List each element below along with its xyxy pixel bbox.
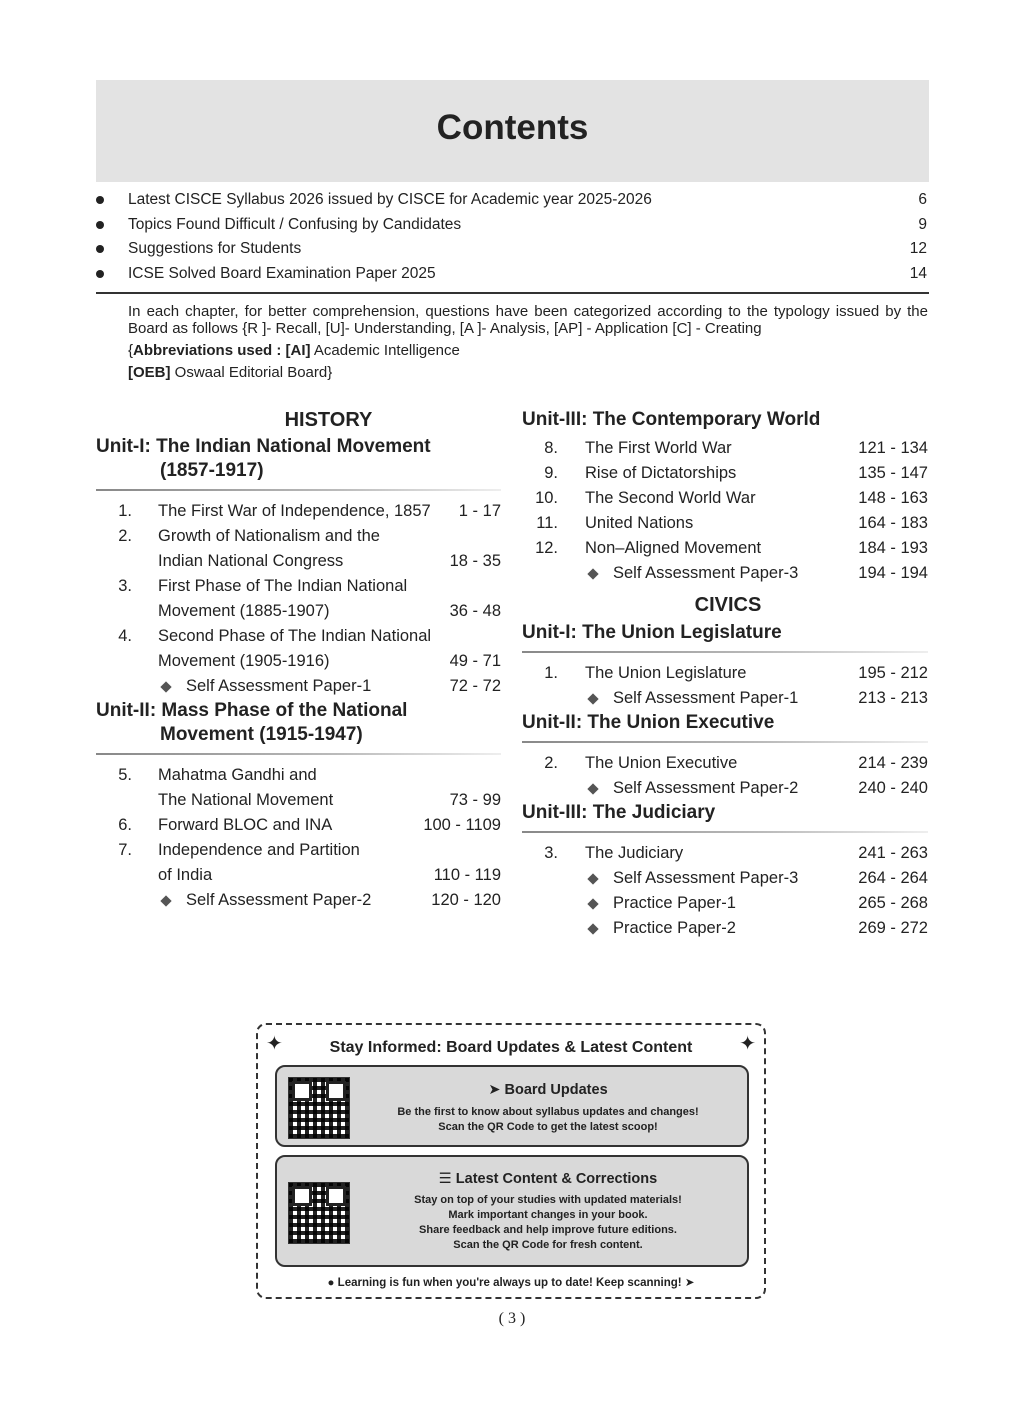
chapter-title: Second Phase of The Indian National xyxy=(158,627,432,645)
page-range: 164 - 183 xyxy=(858,514,928,532)
qr-code-icon[interactable] xyxy=(288,1182,350,1244)
toc-row[interactable] xyxy=(522,841,928,866)
page-range: 184 - 193 xyxy=(858,539,928,557)
panel-line: Share feedback and help improve future editions. xyxy=(419,1224,677,1236)
chapter-title: Rise of Dictatorships xyxy=(585,464,737,482)
books-icon: ☰ xyxy=(438,1171,456,1187)
assessment-title: Self Assessment Paper-3 xyxy=(613,564,799,582)
diamond-bullet-icon xyxy=(587,783,598,794)
chapter-title: Mahatma Gandhi and xyxy=(158,766,317,784)
diamond-bullet-icon xyxy=(587,568,598,579)
section-heading-civics: CIVICS xyxy=(694,594,762,616)
toc-row[interactable] xyxy=(96,813,501,838)
toc-row[interactable] xyxy=(96,888,501,913)
page-range: 241 - 263 xyxy=(858,844,928,862)
toc-row[interactable] xyxy=(522,461,928,486)
toc-row[interactable] xyxy=(96,574,501,599)
page-range: 213 - 213 xyxy=(858,689,928,707)
unit-heading: Unit-III: The Judiciary xyxy=(522,802,716,823)
panel-heading-text: Latest Content & Corrections xyxy=(455,1171,658,1187)
unit-heading-line: Movement (1915-1947) xyxy=(160,724,363,745)
intro-item-label: Suggestions for Students xyxy=(128,240,302,257)
chapter-number: 11. xyxy=(536,514,558,532)
unit-divider xyxy=(96,753,501,755)
abbr-prefix: { xyxy=(128,342,134,359)
chapter-number: 3. xyxy=(118,577,132,595)
chapter-title: Movement (1885-1907) xyxy=(158,602,330,620)
unit-heading xyxy=(96,435,501,483)
bullet-icon xyxy=(96,196,104,204)
bullet-icon xyxy=(96,270,104,278)
toc-row[interactable] xyxy=(522,661,928,686)
page-range: 18 - 35 xyxy=(449,552,501,570)
toc-row[interactable] xyxy=(522,686,928,711)
page-range: 214 - 239 xyxy=(858,754,928,772)
abbreviations-line xyxy=(128,342,460,359)
chapter-title: Movement (1905-1916) xyxy=(158,652,330,670)
oeb-label: [OEB] xyxy=(128,364,171,381)
intro-item-page: 12 xyxy=(909,240,927,257)
assessment-title: Self Assessment Paper-1 xyxy=(186,677,372,695)
page-range: 120 - 120 xyxy=(431,891,501,909)
toc-row[interactable] xyxy=(522,866,928,891)
updates-box-footer xyxy=(258,1275,764,1289)
bullet-icon xyxy=(96,245,104,253)
toc-row[interactable] xyxy=(96,649,501,674)
page-range: 100 - 1109 xyxy=(423,816,501,834)
party-popper-icon: ✦ xyxy=(266,1033,283,1055)
page-range: 194 - 194 xyxy=(858,564,928,582)
page-number: ( 3 ) xyxy=(498,1310,526,1327)
assessment-title: Self Assessment Paper-2 xyxy=(613,779,799,797)
assessment-title: Self Assessment Paper-1 xyxy=(613,689,799,707)
chapter-title: of India xyxy=(158,866,213,884)
oeb-text: Oswaal Editorial Board} xyxy=(170,364,333,381)
intro-item-page: 14 xyxy=(909,264,927,282)
abbr-text: Academic Intelligence xyxy=(310,342,460,359)
chapter-title: The First World War xyxy=(585,439,732,457)
toc-row[interactable] xyxy=(522,486,928,511)
toc-row[interactable] xyxy=(96,524,501,549)
page-title: Contents xyxy=(436,108,589,147)
section-heading-history: HISTORY xyxy=(284,409,373,431)
chapter-number: 3. xyxy=(544,844,558,862)
rocket-icon: ➤ xyxy=(488,1082,505,1098)
chapter-title: Non–Aligned Movement xyxy=(585,539,762,557)
chapter-title: The First War of Independence, 1857 xyxy=(158,502,431,520)
footer-text: Learning is fun when you're always up to date! Keep scanning! xyxy=(337,1277,682,1289)
toc-row[interactable] xyxy=(96,549,501,574)
panel-line: Be the first to know about syllabus updates and changes! xyxy=(397,1106,699,1118)
party-popper-icon: ✦ xyxy=(739,1033,756,1055)
qr-code-icon[interactable] xyxy=(288,1077,350,1139)
chapter-number: 12. xyxy=(535,539,558,557)
contents-header xyxy=(96,80,929,182)
chapter-title: The Union Legislature xyxy=(585,664,747,682)
right-column xyxy=(522,405,928,941)
chapter-title: Independence and Partition xyxy=(158,841,360,859)
unit-heading-line: Unit-II: Mass Phase of the National xyxy=(96,700,408,721)
page-range: 110 - 119 xyxy=(433,866,501,884)
diamond-bullet-icon xyxy=(587,873,598,884)
diamond-bullet-icon xyxy=(587,693,598,704)
page-range: 269 - 272 xyxy=(858,919,928,937)
board-updates-panel xyxy=(275,1065,749,1147)
intro-item-page: 6 xyxy=(918,191,927,208)
rocket-icon: ➤ xyxy=(681,1277,695,1289)
unit-heading: Unit-I: The Union Legislature xyxy=(522,622,782,643)
chapter-title: First Phase of The Indian National xyxy=(158,577,408,595)
page-range: 1 - 17 xyxy=(458,502,501,520)
bullet-icon xyxy=(96,221,104,229)
toc-row[interactable] xyxy=(96,674,501,699)
diamond-bullet-icon xyxy=(587,923,598,934)
panel-line: Scan the QR Code for fresh content. xyxy=(453,1239,643,1251)
unit-divider xyxy=(522,831,928,833)
assessment-title: Self Assessment Paper-3 xyxy=(613,869,799,887)
unit-heading: Unit-II: The Union Executive xyxy=(522,712,775,733)
unit-divider xyxy=(522,741,928,743)
chapter-number: 4. xyxy=(118,627,132,645)
typology-note: In each chapter, for better comprehension, questions have been categorized according to the typology issued by the Board as follows {R ]- Recall, [U]- Understanding, [A ]- Analysis, [AP] - Application [C] - Creating xyxy=(128,303,928,337)
chapter-number: 10. xyxy=(535,489,558,507)
intro-item-label: Latest CISCE Syllabus 2026 issued by CISCE for Academic year 2025-2026 xyxy=(128,191,652,208)
assessment-title: Practice Paper-2 xyxy=(613,919,736,937)
divider xyxy=(96,292,929,294)
toc-row[interactable] xyxy=(522,511,928,536)
intro-item[interactable] xyxy=(96,213,929,238)
page-range: 195 - 212 xyxy=(858,664,928,682)
chapter-title: Indian National Congress xyxy=(158,552,344,570)
diamond-bullet-icon xyxy=(160,681,171,692)
toc-row[interactable] xyxy=(96,863,501,888)
oeb-line xyxy=(128,364,332,381)
page-range: 36 - 48 xyxy=(449,602,501,620)
intro-item-label: Topics Found Difficult / Confusing by Candidates xyxy=(128,215,462,233)
unit-divider xyxy=(96,489,501,491)
toc-row[interactable] xyxy=(522,561,928,586)
intro-item-label: ICSE Solved Board Examination Paper 2025 xyxy=(128,264,436,282)
page-range: 148 - 163 xyxy=(858,489,928,507)
updates-box xyxy=(256,1023,766,1299)
toc-row[interactable] xyxy=(96,499,501,524)
chapter-title: The Judiciary xyxy=(585,844,684,862)
assessment-title: Self Assessment Paper-2 xyxy=(186,891,372,909)
unit-heading-line: (1857-1917) xyxy=(160,460,264,481)
intro-item-page: 9 xyxy=(918,215,927,233)
page-range: 49 - 71 xyxy=(449,652,501,670)
toc-row[interactable] xyxy=(522,751,928,776)
updates-box-title: Stay Informed: Board Updates & Latest Content xyxy=(329,1039,693,1056)
panel-heading xyxy=(349,1171,747,1187)
chapter-title: Growth of Nationalism and the xyxy=(158,527,380,545)
abbr-label: Abbreviations used : [AI] xyxy=(133,342,311,359)
chapter-title: The Union Executive xyxy=(585,754,738,772)
panel-line: Mark important changes in your book. xyxy=(448,1209,648,1221)
panel-heading-text: Board Updates xyxy=(504,1082,608,1098)
toc-row[interactable] xyxy=(522,536,928,561)
chapter-title: United Nations xyxy=(585,514,694,532)
page-range: 265 - 268 xyxy=(858,894,928,912)
diamond-bullet-icon xyxy=(160,895,171,906)
panel-heading xyxy=(349,1082,747,1098)
diamond-bullet-icon xyxy=(587,898,598,909)
toc-row[interactable] xyxy=(96,763,501,788)
chapter-title: The National Movement xyxy=(158,791,334,809)
latest-content-panel xyxy=(275,1155,749,1267)
chapter-number: 7. xyxy=(118,841,132,859)
toc-row[interactable] xyxy=(522,776,928,801)
toc-row[interactable] xyxy=(96,788,501,813)
toc-row[interactable] xyxy=(96,624,501,649)
history-column xyxy=(96,405,501,913)
intro-item[interactable] xyxy=(96,237,929,262)
toc-row[interactable] xyxy=(522,916,928,941)
assessment-title: Practice Paper-1 xyxy=(613,894,736,912)
toc-row[interactable] xyxy=(96,838,501,863)
chapter-number: 5. xyxy=(118,766,132,784)
intro-item[interactable] xyxy=(96,188,929,213)
intro-item[interactable] xyxy=(96,262,929,287)
page-range: 135 - 147 xyxy=(858,464,928,482)
chapter-number: 6. xyxy=(118,816,132,834)
chapter-number: 1. xyxy=(118,502,132,520)
chapter-title: Forward BLOC and INA xyxy=(158,816,333,834)
intro-list xyxy=(96,188,929,286)
lightbulb-icon: ● xyxy=(327,1277,338,1289)
unit-heading: Unit-III: The Contemporary World xyxy=(522,409,821,430)
chapter-number: 2. xyxy=(544,754,558,772)
unit-divider xyxy=(522,651,928,653)
page-range: 264 - 264 xyxy=(858,869,928,887)
chapter-title: The Second World War xyxy=(585,489,756,507)
toc-row[interactable] xyxy=(522,891,928,916)
chapter-number: 2. xyxy=(118,527,132,545)
unit-heading xyxy=(96,699,501,747)
page-range: 240 - 240 xyxy=(858,779,928,797)
unit-heading-line: Unit-I: The Indian National Movement xyxy=(96,436,431,457)
toc-row[interactable] xyxy=(96,599,501,624)
page-range: 72 - 72 xyxy=(449,677,501,695)
chapter-number: 9. xyxy=(544,464,558,482)
chapter-number: 1. xyxy=(544,664,558,682)
panel-line: Stay on top of your studies with updated materials! xyxy=(414,1194,682,1206)
panel-line: Scan the QR Code to get the latest scoop! xyxy=(438,1121,658,1133)
chapter-number: 8. xyxy=(544,439,558,457)
toc-row[interactable] xyxy=(522,436,928,461)
page-range: 73 - 99 xyxy=(449,791,501,809)
page-range: 121 - 134 xyxy=(858,439,928,457)
